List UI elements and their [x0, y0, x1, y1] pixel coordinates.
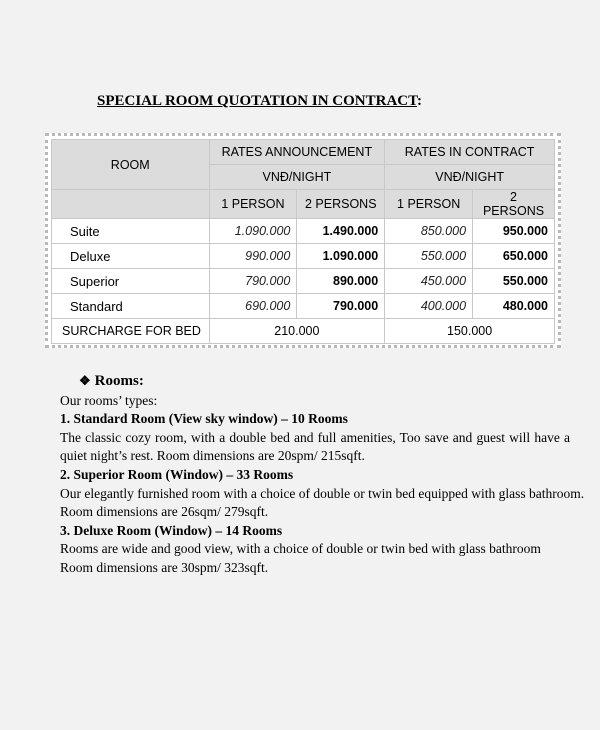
room-item-title: 3. Deluxe Room (Window) – 14 Rooms: [60, 522, 283, 538]
table-row-superior: [52, 269, 555, 294]
room-item-desc: Our elegantly furnished room with a choice of double or twin bed equipped with glass bathroom.: [60, 485, 585, 501]
ann-2p-value: 1.090.000: [297, 244, 385, 269]
ann-1p-value: 1.090.000: [209, 219, 297, 244]
table-row-standard: [52, 294, 555, 319]
table-row-deluxe: [52, 244, 555, 269]
rates-table: [51, 139, 555, 344]
rates-contract-header: RATES IN CONTRACT: [385, 140, 555, 165]
room-item-desc: quiet night’s rest. Room dimensions are 20spm/ 215sqft.: [60, 448, 365, 464]
ann-1p-value: 690.000: [209, 294, 297, 319]
title-colon: :: [417, 93, 423, 109]
surcharge-con-value: 150.000: [385, 319, 555, 344]
rooms-section: [60, 372, 585, 578]
surcharge-label: SURCHARGE FOR BED: [52, 319, 210, 344]
room-item-desc: Rooms are wide and good view, with a choice of double or twin bed with glass bathroom: [60, 541, 541, 557]
con-2p-value: 950.000: [473, 219, 555, 244]
rates-announcement-header: RATES ANNOUNCEMENT: [209, 140, 385, 165]
rates-table-frame: [45, 133, 561, 348]
con-1p-value: 850.000: [385, 219, 473, 244]
ann-2p-value: 1.490.000: [297, 219, 385, 244]
col-con-2-persons: 2 PERSONS: [473, 190, 555, 219]
row-name: Standard: [52, 294, 210, 319]
ann-2p-value: 790.000: [297, 294, 385, 319]
rooms-heading: [79, 372, 570, 391]
col-ann-1-person: 1 PERSON: [209, 190, 297, 219]
rooms-heading-text: Rooms:: [94, 373, 144, 389]
table-row-suite: [52, 219, 555, 244]
con-1p-value: 550.000: [385, 244, 473, 269]
con-2p-value: 650.000: [473, 244, 555, 269]
room-item-desc: Room dimensions are 30spm/ 323sqft.: [60, 559, 269, 575]
rates-announcement-unit: VNĐ/NIGHT: [209, 165, 385, 190]
row-name: Superior: [52, 269, 210, 294]
page-title: [97, 93, 422, 110]
ann-1p-value: 790.000: [209, 269, 297, 294]
ann-1p-value: 990.000: [209, 244, 297, 269]
row-name: Deluxe: [52, 244, 210, 269]
room-header-spacer: [52, 190, 210, 219]
header-row-3: [52, 190, 555, 219]
room-item-title: 1. Standard Room (View sky window) – 10 Rooms: [60, 411, 348, 427]
table-row-surcharge: [52, 319, 555, 344]
ann-2p-value: 890.000: [297, 269, 385, 294]
title-text: SPECIAL ROOM QUOTATION IN CONTRACT: [97, 93, 418, 109]
con-2p-value: 550.000: [473, 269, 555, 294]
con-1p-value: 450.000: [385, 269, 473, 294]
diamond-bullet-icon: ❖: [79, 373, 91, 388]
room-item-desc: The classic cozy room, with a double bed and full amenities, Too save and guest will have a: [60, 429, 570, 445]
row-name: Suite: [52, 219, 210, 244]
surcharge-ann-value: 210.000: [209, 319, 385, 344]
col-con-1-person: 1 PERSON: [385, 190, 473, 219]
col-ann-2-persons: 2 PERSONS: [297, 190, 385, 219]
con-1p-value: 400.000: [385, 294, 473, 319]
con-2p-value: 480.000: [473, 294, 555, 319]
room-header: ROOM: [52, 140, 210, 190]
rates-contract-unit: VNĐ/NIGHT: [385, 165, 555, 190]
room-item-title: 2. Superior Room (Window) – 33 Rooms: [60, 466, 294, 482]
room-item-desc: Room dimensions are 26sqm/ 279sqft.: [60, 504, 269, 520]
rooms-intro: Our rooms’ types:: [60, 392, 158, 408]
header-row-1: [52, 140, 555, 165]
